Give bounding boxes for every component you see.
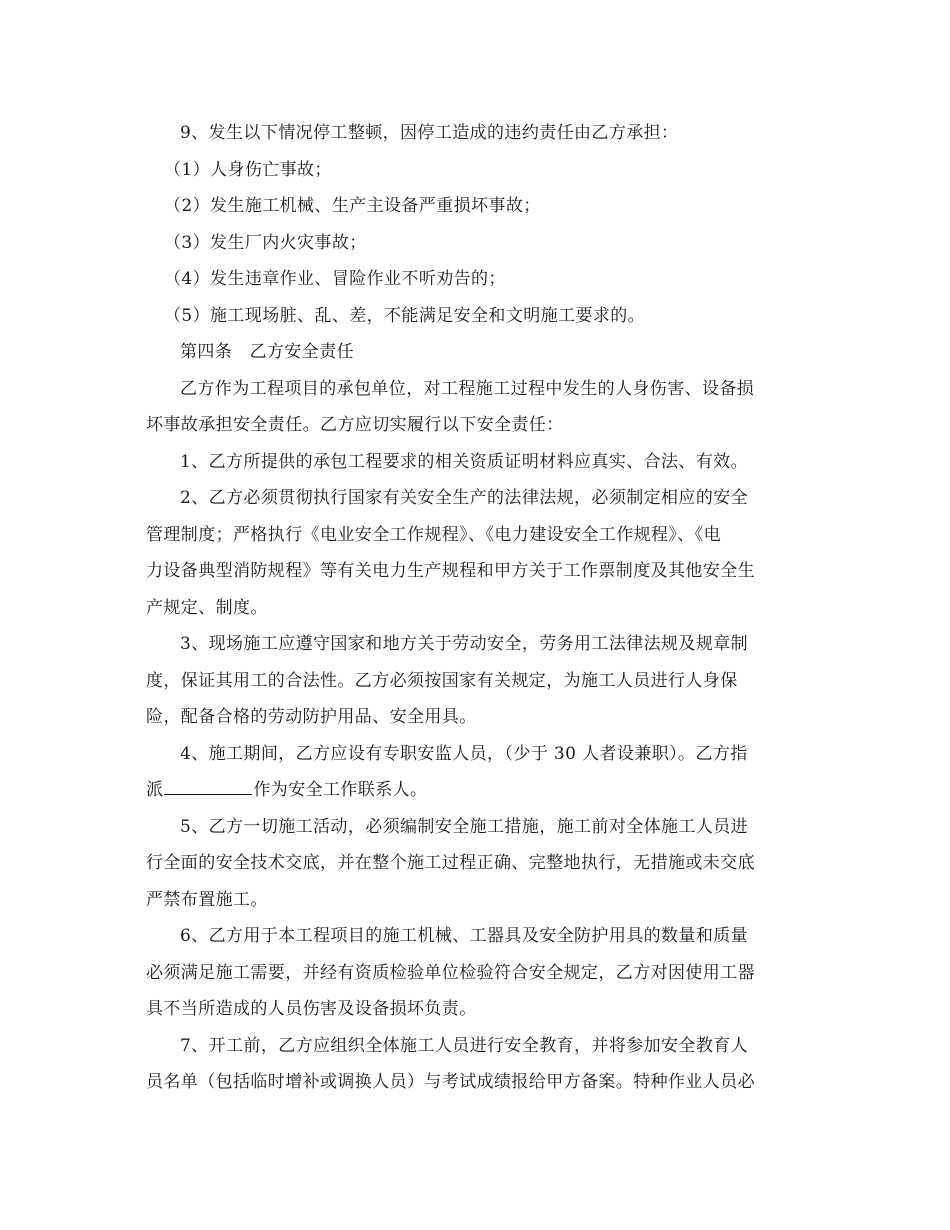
paragraph-intro bbox=[146, 371, 810, 444]
clause-9-item-2: （2）发生施工机械、生产主设备严重损坏事故； bbox=[164, 196, 541, 216]
paragraph-line: 具不当所造成的人员伤害及设备损坏负责。 bbox=[146, 999, 477, 1019]
paragraph-line bbox=[146, 772, 810, 809]
paragraph-line: 员名单（包括临时增补或调换人员）与考试成绩报给甲方备案。特种作业人员必 bbox=[146, 1072, 755, 1092]
paragraph-item-6 bbox=[146, 918, 810, 1028]
paragraph-line: 度，保证其用工的合法性。乙方必须按国家有关规定，为施工人员进行人身保 bbox=[146, 670, 738, 691]
paragraph-line: 3、现场施工应遵守国家和地方关于劳动安全，劳务用工法律法规及规章制 bbox=[180, 634, 749, 654]
paragraph-item-4 bbox=[146, 736, 810, 809]
paragraph-line: 7、开工前，乙方应组织全体施工人员进行安全教育，并将参加安全教育人 bbox=[180, 1035, 749, 1056]
paragraph-line: 5、乙方一切施工活动，必须编制安全施工措施，施工前对全体施工人员进 bbox=[180, 816, 749, 837]
text-segment: 作为安全工作联系人。 bbox=[253, 780, 428, 800]
paragraph-line: 2、乙方必须贯彻执行国家有关安全生产的法律法规，必须制定相应的安全 bbox=[180, 488, 749, 508]
paragraph-item-7 bbox=[146, 1028, 810, 1101]
paragraph-line: 管理制度；严格执行《电业安全工作规程》、《电力建设安全工作规程》、《电 bbox=[146, 524, 721, 545]
paragraph-line: 力设备典型消防规程》等有关电力生产规程和甲方关于工作票制度及其他安全生 bbox=[146, 561, 755, 581]
paragraph-line: 严禁布置施工。 bbox=[146, 889, 268, 910]
paragraph-line: 坏事故承担安全责任。乙方应切实履行以下安全责任： bbox=[146, 415, 564, 435]
paragraph-line: 乙方作为工程项目的承包单位，对工程施工过程中发生的人身伤害、设备损 bbox=[180, 378, 755, 399]
clause-9-item-4: （4）发生违章作业、冒险作业不听劝告的； bbox=[164, 269, 506, 289]
fill-in-blank bbox=[164, 777, 252, 795]
clause-9-item-1: （1）人身伤亡事故； bbox=[164, 159, 332, 180]
clause-9-heading: 9、发生以下情况停工整顿，因停工造成的违约责任由乙方承担： bbox=[180, 123, 679, 143]
paragraph-line: 产规定、制度。 bbox=[146, 597, 268, 618]
paragraph-line: 4、施工期间，乙方应设有专职安监人员，（少于 30 人者设兼职）。乙方指 bbox=[180, 743, 748, 764]
paragraph-line: 6、乙方用于本工程项目的施工机械、工器具及安全防护用具的数量和质量 bbox=[180, 926, 749, 946]
paragraph-item-5 bbox=[146, 809, 810, 919]
paragraph-item-3 bbox=[146, 626, 810, 736]
text-segment: 派 bbox=[146, 780, 164, 800]
paragraph-line: 行全面的安全技术交底，并在整个施工过程正确、完整地执行，无措施或未交底 bbox=[146, 853, 755, 873]
paragraph-line: 险，配备合格的劳动防护用品、安全用具。 bbox=[146, 707, 477, 727]
clause-9-item-3: （3）发生厂内火灾事故； bbox=[164, 232, 367, 253]
paragraph-line: 必须满足施工需要，并经有资质检验单位检验符合安全规定，乙方对因使用工器 bbox=[146, 962, 755, 983]
paragraph-line: 1、乙方所提供的承包工程要求的相关资质证明材料应真实、合法、有效。 bbox=[180, 451, 749, 472]
clause-9-item-5: （5）施工现场脏、乱、差，不能满足安全和文明施工要求的。 bbox=[164, 305, 646, 326]
paragraph-item-2 bbox=[146, 480, 810, 626]
article-4-heading: 第四条 乙方安全责任 bbox=[180, 342, 354, 362]
document-body bbox=[146, 115, 810, 1101]
paragraph-item-1 bbox=[146, 444, 810, 481]
